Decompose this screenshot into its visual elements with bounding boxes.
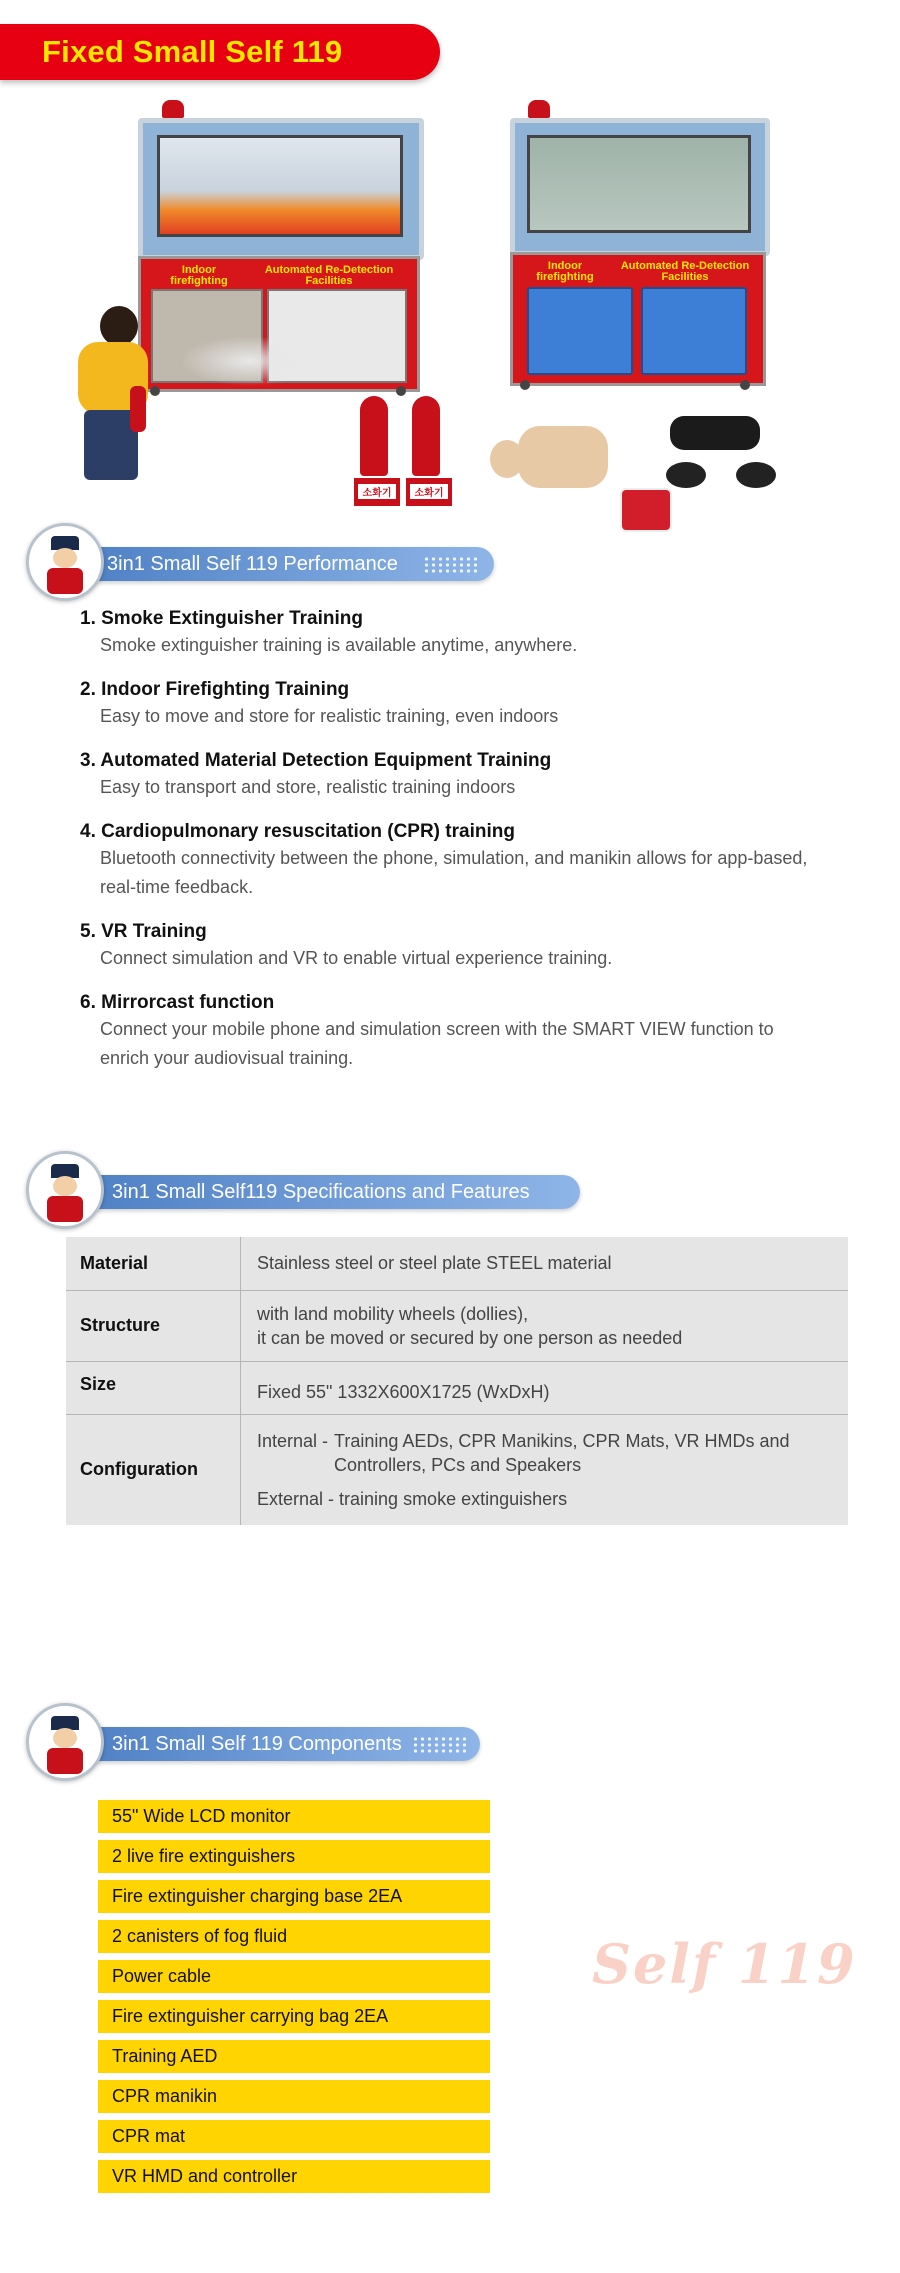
mascot-avatar-icon [26, 523, 104, 601]
cabinet-door [641, 287, 747, 375]
vr-controller-icon [666, 462, 706, 488]
spec-value: Stainless steel or steel plate STEEL material [241, 1237, 849, 1290]
component-item: CPR manikin [98, 2080, 490, 2113]
component-item: Power cable [98, 1960, 490, 1993]
spec-key: Material [66, 1237, 241, 1290]
smoke-cloud [180, 336, 320, 386]
fire-extinguisher-icon [412, 396, 440, 476]
cabinet-door [527, 287, 633, 375]
cabinet-base [510, 252, 766, 386]
spec-value: Fixed 55" 1332X600X1725 (WxDxH) [241, 1361, 849, 1414]
specs-heading: 3in1 Small Self119 Specifications and Features [112, 1181, 530, 1203]
cabinet-screen [527, 135, 751, 233]
spec-key: Size [66, 1361, 241, 1414]
components-heading: 3in1 Small Self 119 Components [112, 1733, 402, 1755]
perf-item-desc: Smoke extinguisher training is available anytime, anywhere. [100, 635, 578, 655]
table-row [66, 1414, 848, 1525]
list-item [80, 921, 840, 992]
cpr-manikin [490, 426, 610, 490]
siren-icon [528, 100, 550, 118]
mascot-avatar-icon [26, 1151, 104, 1229]
list-item [80, 992, 840, 1092]
component-item: 2 canisters of fog fluid [98, 1920, 490, 1953]
table-row [66, 1237, 848, 1290]
list-item [80, 750, 840, 821]
perf-item-title: 2. Indoor Firefighting Training [80, 679, 350, 700]
wheel-icon [396, 386, 406, 396]
performance-list [80, 608, 840, 1092]
product-photo-right [490, 96, 830, 516]
spec-key: Structure [66, 1290, 241, 1361]
component-item: VR HMD and controller [98, 2160, 490, 2193]
cabinet-label-right: Automated Re-Detection Facilities [264, 264, 394, 287]
perf-item-desc: Connect your mobile phone and simulation screen with the SMART VIEW function to enrich your audiovisual training. [100, 1019, 774, 1068]
trainee-figure [60, 306, 170, 506]
wheel-icon [740, 380, 750, 390]
list-item [80, 821, 840, 921]
list-item [80, 679, 840, 750]
component-item: Fire extinguisher charging base 2EA [98, 1880, 490, 1913]
fire-extinguisher-icon [360, 396, 388, 476]
self119-watermark-logo: Self 119 [592, 1932, 857, 1996]
perf-item-title: 5. VR Training [80, 921, 207, 942]
extinguisher-base: 소화기 [404, 476, 454, 508]
list-item [80, 608, 840, 679]
component-item: 2 live fire extinguishers [98, 1840, 490, 1873]
cabinet-label-right: Automated Re-Detection Facilities [620, 260, 750, 283]
product-photo-left [60, 96, 460, 516]
perf-item-title: 6. Mirrorcast function [80, 992, 275, 1013]
component-item: CPR mat [98, 2120, 490, 2153]
component-item: Fire extinguisher carrying bag 2EA [98, 2000, 490, 2033]
table-row [66, 1361, 848, 1414]
perf-item-desc: Easy to move and store for realistic training, even indoors [100, 706, 559, 726]
cabinet-label-left: Indoor firefighting [170, 264, 228, 287]
perf-item-desc: Bluetooth connectivity between the phone, simulation, and manikin allows for app-based, real-time feedback. [100, 848, 808, 897]
component-item: 55" Wide LCD monitor [98, 1800, 490, 1833]
spec-table [66, 1237, 848, 1525]
cabinet-screen [157, 135, 403, 237]
vr-controller-icon [736, 462, 776, 488]
spec-value: Internal - Training AEDs, CPR Manikins, CPR Mats, VR HMDs and Controllers, PCs and Speakers External - training smoke extinguishers [257, 1430, 790, 1509]
page-title: Fixed Small Self 119 [42, 34, 343, 69]
wheel-icon [520, 380, 530, 390]
perf-item-title: 3. Automated Material Detection Equipment Training [80, 750, 552, 771]
perf-item-desc: Easy to transport and store, realistic training indoors [100, 777, 516, 797]
component-item: Training AED [98, 2040, 490, 2073]
spec-value: with land mobility wheels (dollies), it can be moved or secured by one person as needed [241, 1290, 849, 1361]
cabinet-label-left: Indoor firefighting [536, 260, 594, 283]
table-row [66, 1290, 848, 1361]
perf-item-title: 4. Cardiopulmonary resuscitation (CPR) training [80, 821, 515, 842]
vr-headset-icon [670, 416, 760, 450]
mascot-avatar-icon [26, 1703, 104, 1781]
siren-icon [162, 100, 184, 118]
extinguisher-base: 소화기 [352, 476, 402, 508]
perf-item-title: 1. Smoke Extinguisher Training [80, 608, 363, 629]
perf-item-desc: Connect simulation and VR to enable virtual experience training. [100, 948, 613, 968]
cabinet-top [510, 118, 770, 256]
dots-decoration [412, 1736, 466, 1754]
spec-key: Configuration [66, 1414, 241, 1525]
dots-decoration [423, 556, 477, 574]
performance-heading: 3in1 Small Self 119 Performance [107, 553, 398, 575]
cabinet-top [138, 118, 424, 260]
aed-device [620, 488, 672, 532]
